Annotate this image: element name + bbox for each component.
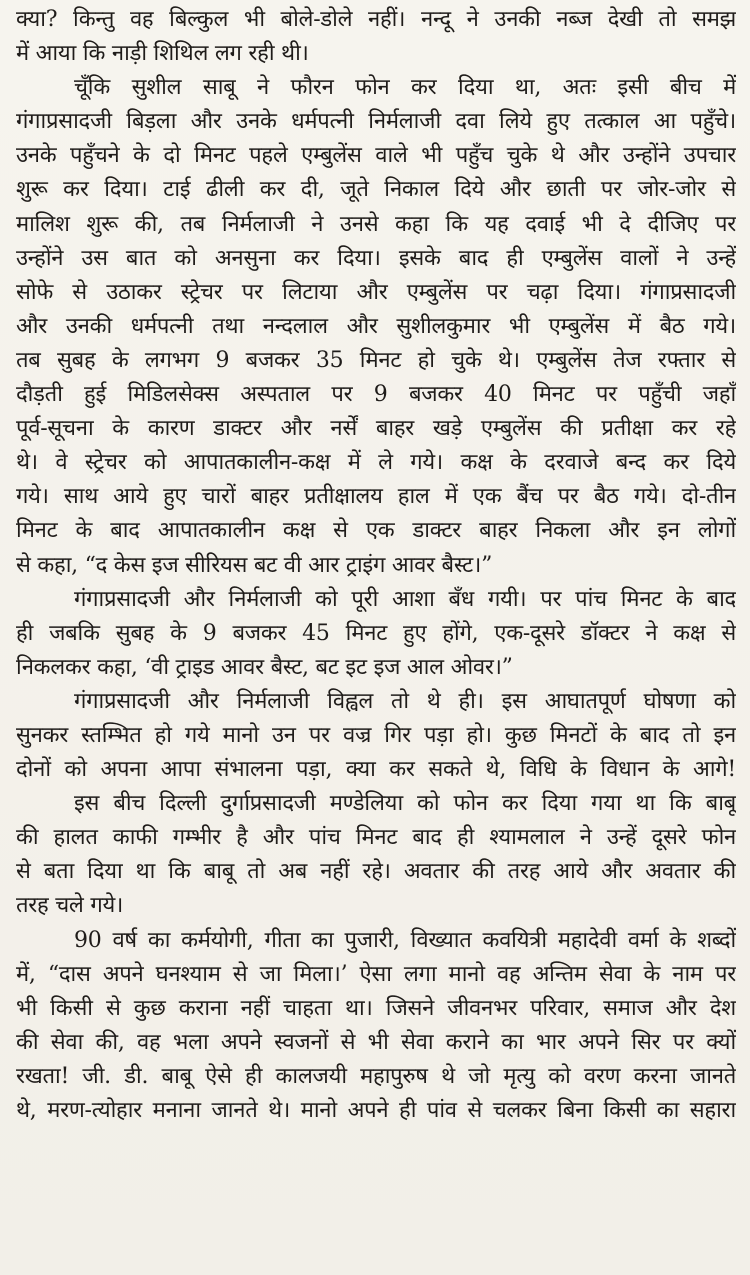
text-line: गंगाप्रसादजी और निर्मलाजी को पूरी आशा बँध गयी। पर पांच मिनट के बाद — [74, 586, 736, 612]
text-line: शुरू कर दिया। टाई ढीली कर दी, जूते निकाल दिये और छाती पर जोर-जोर से — [16, 177, 736, 203]
text-line: मालिश शुरू की, तब निर्मलाजी ने उनसे कहा कि यह दवाई भी दे दीजिए पर — [16, 211, 736, 237]
paragraph — [16, 583, 736, 685]
text-line: दोनों को अपना आपा संभालना पड़ा, क्या कर सकते थे, विधि के विधान के आगे! — [16, 757, 736, 783]
text-line: इस बीच दिल्ली दुर्गाप्रसादजी मण्डेलिया को फोन कर दिया गया था कि बाबू — [74, 791, 736, 817]
paragraph — [16, 685, 736, 787]
text-line: पूर्व-सूचना के कारण डाक्टर और नर्सें बाहर खड़े एम्बुलेंस की प्रतीक्षा कर रहे — [16, 416, 736, 442]
text-line: से बता दिया था कि बाबू तो अब नहीं रहे। अवतार की तरह आये और अवतार की — [16, 859, 736, 885]
paragraph — [16, 71, 736, 582]
text-line: रखता! जी. डी. बाबू ऐसे ही कालजयी महापुरुष थे जो मृत्यु को वरण करना जानते — [16, 1063, 736, 1089]
text-line: निकलकर कहा, ‘वी ट्राइड आवर बैस्ट, बट इट इज आल ओवर।” — [16, 654, 513, 680]
text-line: चूँकि सुशील साबू ने फौरन फोन कर दिया था, अतः इसी बीच में — [74, 75, 736, 101]
text-line: गंगाप्रसादजी और निर्मलाजी विह्वल तो थे ही। इस आघातपूर्ण घोषणा को — [74, 688, 736, 714]
text-line: में, “दास अपने घनश्याम से जा मिला।’ ऐसा लगा मानो वह अन्तिम सेवा के नाम पर — [16, 961, 736, 987]
paragraph — [16, 787, 736, 923]
text-line: में आया कि नाड़ी शिथिल लग रही थी। — [16, 41, 309, 67]
text-line: क्या? किन्तु वह बिल्कुल भी बोले-डोले नहीं। नन्दू ने उनकी नब्ज देखी तो समझ — [16, 7, 736, 32]
text-line: की हालत काफी गम्भीर है और पांच मिनट बाद ही श्यामलाल ने उन्हें दूसरे फोन — [16, 825, 736, 851]
text-line: गये। साथ आये हुए चारों बाहर प्रतीक्षालय हाल में एक बैंच पर बैठ गये। दो-तीन — [16, 484, 736, 510]
text-line: सुनकर स्तम्भित हो गये मानो उन पर वज्र गिर पड़ा हो। कुछ मिनटों के बाद तो इन — [16, 722, 736, 748]
text-line: तरह चले गये। — [16, 893, 124, 919]
text-line: मिनट के बाद आपातकालीन कक्ष से एक डाक्टर बाहर निकला और इन लोगों — [16, 518, 736, 544]
text-line: थे, मरण-त्योहार मनाना जानते थे। मानो अपने ही पांव से चलकर बिना किसी का सहारा — [16, 1098, 736, 1123]
text-line: गंगाप्रसादजी बिड़ला और उनके धर्मपत्नी निर्मलाजी दवा लिये हुए तत्काल आ पहुँचे। — [16, 109, 736, 135]
text-line: ही जबकि सुबह के 9 बजकर 45 मिनट हुए होंगे, एक-दूसरे डॉक्टर ने कक्ष से — [16, 620, 736, 646]
text-line: दौड़ती हुई मिडिलसेक्स अस्पताल पर 9 बजकर 40 मिनट पर पहुँची जहाँ — [16, 382, 736, 408]
text-line: 90 वर्ष का कर्मयोगी, गीता का पुजारी, विख्यात कवयित्री महादेवी वर्मा के शब्दों — [74, 927, 736, 953]
paragraph — [16, 3, 736, 71]
text-line: तब सुबह के लगभग 9 बजकर 35 मिनट हो चुके थे। एम्बुलेंस तेज रफ्तार से — [16, 347, 736, 373]
text-line: भी किसी से कुछ कराना नहीं चाहता था। जिसने जीवनभर परिवार, समाज और देश — [16, 995, 736, 1021]
text-line: और उनकी धर्मपत्नी तथा नन्दलाल और सुशीलकुमार भी एम्बुलेंस में बैठ गये। — [16, 313, 736, 339]
text-line: सोफे से उठाकर स्ट्रेचर पर लिटाया और एम्बुलेंस पर चढ़ा दिया। गंगाप्रसादजी — [16, 279, 736, 305]
paragraph — [16, 924, 736, 1129]
text-line: से कहा, “द केस इज सीरियस बट वी आर ट्राइंग आवर बैस्ट।” — [16, 552, 493, 578]
text-line: थे। वे स्ट्रेचर को आपातकालीन-कक्ष में ले गये। कक्ष के दरवाजे बन्द कर दिये — [16, 450, 736, 476]
text-line: उनके पहुँचने के दो मिनट पहले एम्बुलेंस वाले भी पहुँच चुके थे और उन्होंने उपचार — [16, 143, 736, 169]
text-line: की सेवा की, वह भला अपने स्वजनों से भी सेवा कराने का भार अपने सिर पर क्यों — [16, 1029, 736, 1055]
text-line: उन्होंने उस बात को अनसुना कर दिया। इसके बाद ही एम्बुलेंस वालों ने उन्हें — [16, 245, 736, 271]
